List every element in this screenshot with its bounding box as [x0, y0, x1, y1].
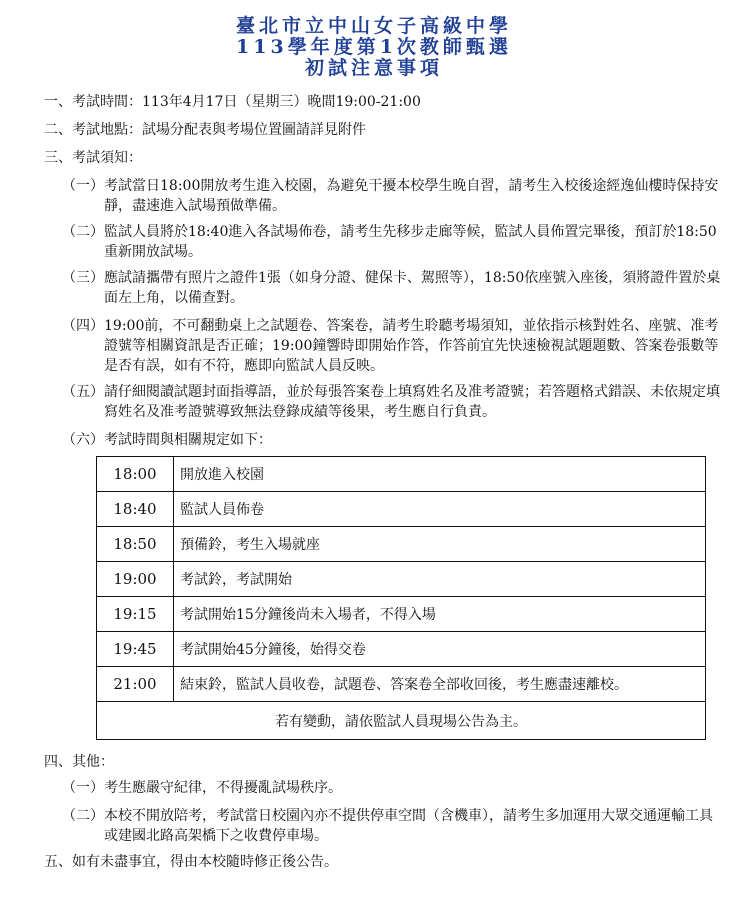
exam-time-section: 一、考試時間：113年4月17日（星期三）晚間19:00-21:00: [44, 94, 421, 110]
rule-number: （五）: [62, 384, 104, 400]
schedule-event: 考試鈴，考試開始: [174, 562, 706, 597]
other-number: （二）: [62, 808, 104, 824]
final-note: 五、如有未盡事宜，得由本校隨時修正後公告。: [44, 854, 338, 870]
other-number: （一）: [62, 780, 104, 796]
other-text: 本校不開放陪考，考試當日校園內亦不提供停車空間（含機車），請考生多加運用大眾交通運輸工具或建國北路高架橋下之收費停車場。: [104, 808, 713, 844]
rule-text: 考試時間與相關規定如下：: [104, 432, 272, 448]
schedule-event: 結束鈴，監試人員收卷，試題卷、答案卷全部收回後，考生應盡速離校。: [174, 667, 706, 702]
other-heading: 四、其他：: [44, 754, 114, 770]
schedule-time: 18:00: [97, 457, 174, 492]
rule-number: （二）: [62, 224, 104, 240]
schedule-time: 19:15: [97, 597, 174, 632]
exam-rules-heading: 三、考試須知：: [44, 150, 142, 166]
schedule-event: 監試人員佈卷: [174, 492, 706, 527]
schedule-time: 18:50: [97, 527, 174, 562]
other-text: 考生應嚴守紀律，不得擾亂試場秩序。: [104, 780, 342, 796]
event-title: 113學年度第1次教師甄選: [236, 36, 512, 58]
schedule-time: 18:40: [97, 492, 174, 527]
rule-text: 請仔細閱讀試題封面指導語，並於每張答案卷上填寫姓名及准考證號；若答題格式錯誤、未依規定填寫姓名及准考證號導致無法登錄成績等後果，考生應自行負責。: [104, 384, 720, 420]
table-row: [97, 667, 706, 702]
rule-number: （一）: [62, 178, 104, 194]
schedule-table: [96, 456, 706, 740]
school-name: 臺北市立中山女子高級中學: [235, 15, 512, 37]
rule-text: 應試請攜帶有照片之證件1張（如身分證、健保卡、駕照等），18:50依座號入座後，須將證件置於桌面左上角，以備查對。: [104, 270, 721, 306]
rule-item: [62, 176, 722, 216]
exam-place-section: 二、考試地點：試場分配表與考場位置圖請詳見附件: [44, 122, 366, 138]
table-row: [97, 527, 706, 562]
rule-number: （三）: [62, 270, 104, 286]
table-row: [97, 492, 706, 527]
schedule-time: 19:45: [97, 632, 174, 667]
rule-number: （四）: [62, 318, 104, 334]
table-row: [97, 457, 706, 492]
table-row: [97, 562, 706, 597]
rule-text: 19:00前，不可翻動桌上之試題卷、答案卷，請考生聆聽考場須知，並依指示核對姓名、座號、准考證號等相關資訊是否正確；19:00鐘響時即開始作答，作答前宜先快速檢視試題題數、答案卷張數等是否有誤，如有不符，應即向監試人員反映。: [104, 318, 719, 374]
schedule-event: 考試開始45分鐘後，始得交卷: [174, 632, 706, 667]
rule-text: 考試當日18:00開放考生進入校園，為避免干擾本校學生晚自習，請考生入校後途經逸仙樓時保持安靜，盡速進入試場預做準備。: [104, 178, 719, 214]
rule-item: [62, 268, 722, 308]
schedule-event: 考試開始15分鐘後尚未入場者，不得入場: [174, 597, 706, 632]
document-header: [0, 16, 748, 79]
rule-item: [62, 382, 722, 422]
document-subtitle: 初試注意事項: [304, 57, 443, 79]
rule-item: [62, 222, 722, 262]
schedule-time: 21:00: [97, 667, 174, 702]
rule-number: （六）: [62, 432, 104, 448]
table-row: [97, 632, 706, 667]
other-item: [62, 806, 722, 846]
schedule-note: 若有變動，請依監試人員現場公告為主。: [97, 702, 706, 740]
rule-item: [62, 316, 722, 376]
schedule-time: 19:00: [97, 562, 174, 597]
schedule-event: 預備鈴，考生入場就座: [174, 527, 706, 562]
table-row: [97, 702, 706, 740]
rule-item: [62, 430, 722, 450]
other-item: [62, 778, 722, 798]
table-row: [97, 597, 706, 632]
rule-text: 監試人員將於18:40進入各試場佈卷，請考生先移步走廊等候，監試人員佈置完畢後，預訂於18:50重新開放試場。: [104, 224, 717, 260]
schedule-event: 開放進入校園: [174, 457, 706, 492]
